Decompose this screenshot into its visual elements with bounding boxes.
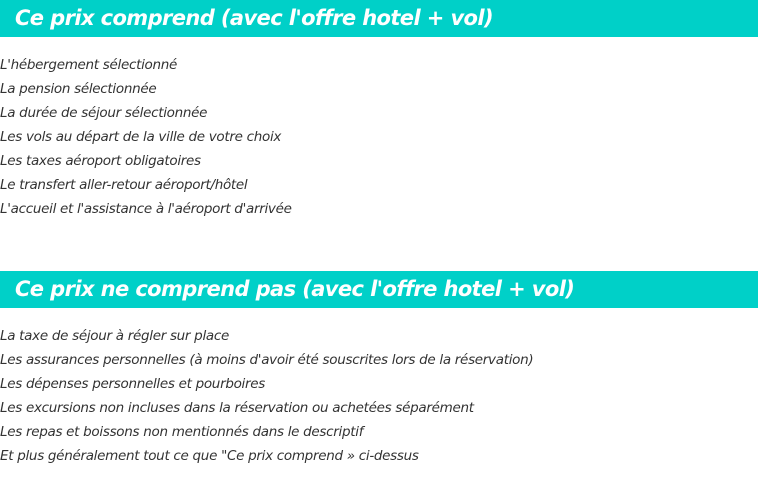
included-item: L'accueil et l'assistance à l'aéroport d'arrivée bbox=[0, 201, 292, 217]
excluded-items-list bbox=[0, 324, 533, 468]
excluded-item: La taxe de séjour à régler sur place bbox=[0, 328, 229, 344]
included-item: La durée de séjour sélectionnée bbox=[0, 105, 208, 121]
excluded-item: Et plus généralement tout ce que "Ce prix comprend » ci-dessus bbox=[0, 448, 419, 464]
excluded-item: Les excursions non incluses dans la réservation ou achetées séparément bbox=[0, 400, 474, 416]
included-item: Les vols au départ de la ville de votre choix bbox=[0, 129, 282, 145]
included-section-title: Ce prix comprend (avec l'offre hotel + vol) bbox=[15, 6, 493, 30]
included-item: La pension sélectionnée bbox=[0, 81, 157, 97]
excluded-item: Les repas et boissons non mentionnés dans le descriptif bbox=[0, 424, 364, 440]
included-item: L'hébergement sélectionné bbox=[0, 57, 178, 73]
included-items-list bbox=[0, 53, 292, 221]
excluded-section-header bbox=[0, 271, 758, 308]
excluded-section-title: Ce prix ne comprend pas (avec l'offre hotel + vol) bbox=[15, 277, 575, 301]
excluded-item: Les assurances personnelles (à moins d'avoir été souscrites lors de la réservation) bbox=[0, 352, 534, 368]
included-section-header bbox=[0, 0, 758, 37]
included-item: Les taxes aéroport obligatoires bbox=[0, 153, 201, 169]
excluded-item: Les dépenses personnelles et pourboires bbox=[0, 376, 265, 392]
included-item: Le transfert aller-retour aéroport/hôtel bbox=[0, 177, 248, 193]
